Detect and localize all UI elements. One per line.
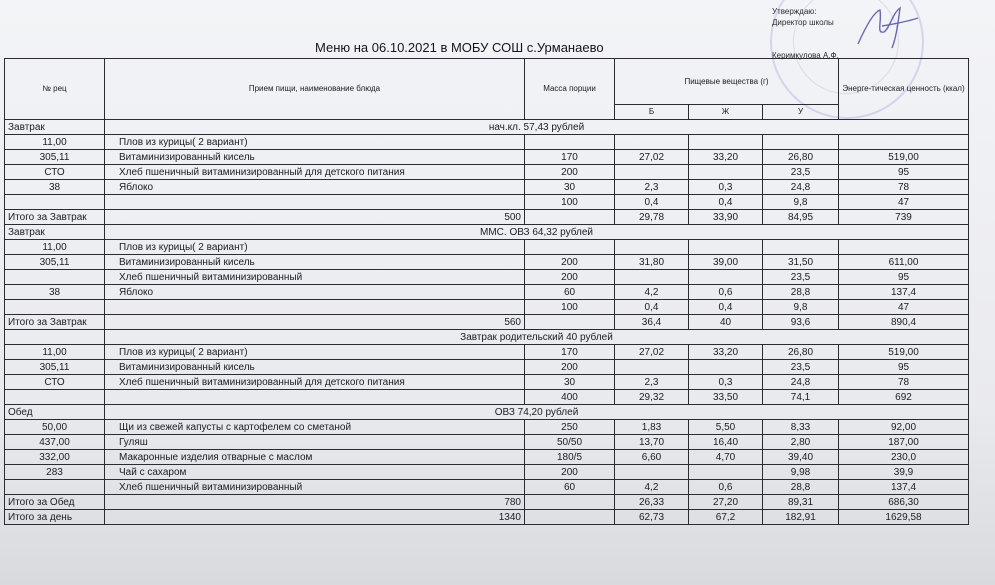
total-amount: 780	[105, 495, 525, 510]
dish-name: Яблоко	[105, 180, 525, 195]
recipe-number: 11,00	[5, 240, 105, 255]
fat-value	[689, 270, 763, 285]
table-row	[5, 375, 969, 390]
carbs-value: 28,8	[763, 285, 839, 300]
carbs-value: 74,1	[763, 390, 839, 405]
recipe-number: 38	[5, 180, 105, 195]
table-row	[5, 420, 969, 435]
header-energy: Энерге-тическая ценность (ккал)	[839, 59, 969, 120]
energy-value: 47	[839, 195, 969, 210]
total-carbs: 182,91	[763, 510, 839, 525]
portion-mass: 180/5	[525, 450, 615, 465]
dish-name: Плов из курицы( 2 вариант)	[105, 135, 525, 150]
dish-name: Плов из курицы( 2 вариант)	[105, 345, 525, 360]
dish-name: Хлеб пшеничный витаминизированный для детского питания	[105, 165, 525, 180]
portion-mass: 170	[525, 345, 615, 360]
portion-mass: 60	[525, 285, 615, 300]
protein-value: 2,3	[615, 375, 689, 390]
total-row	[5, 510, 969, 525]
carbs-value: 8,33	[763, 420, 839, 435]
protein-value	[615, 240, 689, 255]
energy-value: 611,00	[839, 255, 969, 270]
recipe-number: СТО	[5, 375, 105, 390]
table-row	[5, 135, 969, 150]
protein-value	[615, 465, 689, 480]
total-carbs: 93,6	[763, 315, 839, 330]
fat-value: 33,20	[689, 345, 763, 360]
fat-value: 0,3	[689, 180, 763, 195]
recipe-number: 305,11	[5, 255, 105, 270]
carbs-value: 23,5	[763, 360, 839, 375]
table-row	[5, 270, 969, 285]
fat-value: 16,40	[689, 435, 763, 450]
portion-mass	[525, 135, 615, 150]
portion-mass	[525, 240, 615, 255]
recipe-number: 283	[5, 465, 105, 480]
header-fat: Ж	[689, 105, 763, 120]
protein-value: 0,4	[615, 300, 689, 315]
carbs-value: 23,5	[763, 270, 839, 285]
total-mass	[525, 510, 615, 525]
fat-value	[689, 165, 763, 180]
dish-name: Хлеб пшеничный витаминизированный для детского питания	[105, 375, 525, 390]
protein-value: 2,3	[615, 180, 689, 195]
total-label: Итого за Завтрак	[5, 210, 105, 225]
recipe-number	[5, 300, 105, 315]
fat-value: 33,20	[689, 150, 763, 165]
fat-value: 0,3	[689, 375, 763, 390]
total-label: Итого за Завтрак	[5, 315, 105, 330]
dish-name	[105, 300, 525, 315]
table-row	[5, 285, 969, 300]
table-row	[5, 360, 969, 375]
table-row	[5, 450, 969, 465]
dish-name	[105, 195, 525, 210]
header-dish: Прием пищи, наименование блюда	[105, 59, 525, 120]
total-amount: 500	[105, 210, 525, 225]
total-fat: 33,90	[689, 210, 763, 225]
protein-value: 4,2	[615, 480, 689, 495]
recipe-number: 332,00	[5, 450, 105, 465]
menu-body	[5, 120, 969, 525]
header-rec-no: № рец	[5, 59, 105, 120]
protein-value: 29,32	[615, 390, 689, 405]
carbs-value: 24,8	[763, 180, 839, 195]
recipe-number	[5, 195, 105, 210]
carbs-value: 26,80	[763, 150, 839, 165]
fat-value: 0,6	[689, 285, 763, 300]
total-row	[5, 315, 969, 330]
protein-value: 13,70	[615, 435, 689, 450]
portion-mass: 200	[525, 270, 615, 285]
fat-value: 0,6	[689, 480, 763, 495]
total-protein: 29,78	[615, 210, 689, 225]
energy-value: 137,4	[839, 285, 969, 300]
recipe-number	[5, 390, 105, 405]
carbs-value: 26,80	[763, 345, 839, 360]
fat-value: 0,4	[689, 300, 763, 315]
header-carbs: У	[763, 105, 839, 120]
recipe-number: 38	[5, 285, 105, 300]
protein-value: 1,83	[615, 420, 689, 435]
recipe-number: 305,11	[5, 360, 105, 375]
approval-name: Керимкулова А.Ф.	[772, 51, 839, 60]
table-row	[5, 465, 969, 480]
energy-value: 95	[839, 270, 969, 285]
header-row	[5, 59, 969, 105]
fat-value	[689, 240, 763, 255]
table-row	[5, 390, 969, 405]
table-row	[5, 255, 969, 270]
carbs-value	[763, 240, 839, 255]
approval-block	[772, 6, 839, 61]
total-energy: 890,4	[839, 315, 969, 330]
energy-value: 92,00	[839, 420, 969, 435]
energy-value: 519,00	[839, 150, 969, 165]
portion-mass: 200	[525, 465, 615, 480]
section-row	[5, 405, 969, 420]
signature	[852, 4, 922, 52]
portion-mass: 60	[525, 480, 615, 495]
section-row	[5, 225, 969, 240]
approval-position: Директор школы	[772, 18, 834, 27]
dish-name	[105, 390, 525, 405]
total-carbs: 89,31	[763, 495, 839, 510]
portion-mass: 200	[525, 360, 615, 375]
total-energy: 686,30	[839, 495, 969, 510]
total-fat: 67,2	[689, 510, 763, 525]
total-mass	[525, 210, 615, 225]
total-energy: 739	[839, 210, 969, 225]
carbs-value: 28,8	[763, 480, 839, 495]
fat-value: 33,50	[689, 390, 763, 405]
portion-mass: 100	[525, 300, 615, 315]
dish-name: Витаминизированный кисель	[105, 360, 525, 375]
portion-mass: 250	[525, 420, 615, 435]
protein-value	[615, 270, 689, 285]
table-row	[5, 240, 969, 255]
table-row	[5, 300, 969, 315]
header-nutrients: Пищевые вещества (г)	[615, 59, 839, 105]
carbs-value: 23,5	[763, 165, 839, 180]
dish-name: Витаминизированный кисель	[105, 255, 525, 270]
table-row	[5, 180, 969, 195]
recipe-number	[5, 480, 105, 495]
protein-value: 31,80	[615, 255, 689, 270]
energy-value: 47	[839, 300, 969, 315]
total-label: Итого за день	[5, 510, 105, 525]
protein-value: 6,60	[615, 450, 689, 465]
carbs-value: 9,8	[763, 195, 839, 210]
portion-mass: 170	[525, 150, 615, 165]
fat-value: 4,70	[689, 450, 763, 465]
carbs-value: 24,8	[763, 375, 839, 390]
energy-value: 39,9	[839, 465, 969, 480]
protein-value: 0,4	[615, 195, 689, 210]
carbs-value: 9,8	[763, 300, 839, 315]
total-protein: 26,33	[615, 495, 689, 510]
energy-value: 137,4	[839, 480, 969, 495]
section-row	[5, 330, 969, 345]
portion-mass: 50/50	[525, 435, 615, 450]
dish-name: Гуляш	[105, 435, 525, 450]
table-row	[5, 480, 969, 495]
energy-value: 78	[839, 375, 969, 390]
dish-name: Витаминизированный кисель	[105, 150, 525, 165]
energy-value: 95	[839, 165, 969, 180]
energy-value: 692	[839, 390, 969, 405]
protein-value: 4,2	[615, 285, 689, 300]
total-mass	[525, 495, 615, 510]
table-row	[5, 345, 969, 360]
section-price: нач.кл. 57,43 рублей	[105, 120, 969, 135]
table-row	[5, 150, 969, 165]
portion-mass: 30	[525, 375, 615, 390]
menu-table	[4, 58, 969, 525]
carbs-value: 9,98	[763, 465, 839, 480]
section-price: ММС. ОВЗ 64,32 рублей	[105, 225, 969, 240]
energy-value: 519,00	[839, 345, 969, 360]
dish-name: Хлеб пшеничный витаминизированный	[105, 480, 525, 495]
section-label: Завтрак	[5, 120, 105, 135]
header-protein: Б	[615, 105, 689, 120]
section-label: Обед	[5, 405, 105, 420]
table-row	[5, 195, 969, 210]
recipe-number: 11,00	[5, 135, 105, 150]
total-protein: 62,73	[615, 510, 689, 525]
table-row	[5, 165, 969, 180]
fat-value	[689, 360, 763, 375]
dish-name: Чай с сахаром	[105, 465, 525, 480]
portion-mass: 100	[525, 195, 615, 210]
dish-name: Щи из свежей капусты с картофелем со сметаной	[105, 420, 525, 435]
total-fat: 27,20	[689, 495, 763, 510]
protein-value	[615, 165, 689, 180]
document-title: Меню на 06.10.2021 в МОБУ СОШ с.Урманаево	[315, 40, 604, 55]
portion-mass: 30	[525, 180, 615, 195]
carbs-value: 39,40	[763, 450, 839, 465]
recipe-number: 11,00	[5, 345, 105, 360]
fat-value: 5,50	[689, 420, 763, 435]
energy-value: 78	[839, 180, 969, 195]
section-price: Завтрак родительский 40 рублей	[105, 330, 969, 345]
fat-value: 0,4	[689, 195, 763, 210]
portion-mass: 200	[525, 255, 615, 270]
energy-value: 187,00	[839, 435, 969, 450]
total-row	[5, 495, 969, 510]
total-row	[5, 210, 969, 225]
total-carbs: 84,95	[763, 210, 839, 225]
header-portion: Масса порции	[525, 59, 615, 120]
dish-name: Яблоко	[105, 285, 525, 300]
carbs-value: 2,80	[763, 435, 839, 450]
fat-value	[689, 465, 763, 480]
dish-name: Плов из курицы( 2 вариант)	[105, 240, 525, 255]
total-label: Итого за Обед	[5, 495, 105, 510]
carbs-value: 31,50	[763, 255, 839, 270]
recipe-number: 305,11	[5, 150, 105, 165]
total-amount: 560	[105, 315, 525, 330]
section-label: Завтрак	[5, 225, 105, 240]
section-price: ОВЗ 74,20 рублей	[105, 405, 969, 420]
energy-value: 230,0	[839, 450, 969, 465]
total-fat: 40	[689, 315, 763, 330]
energy-value	[839, 240, 969, 255]
recipe-number	[5, 270, 105, 285]
protein-value	[615, 135, 689, 150]
portion-mass: 200	[525, 165, 615, 180]
recipe-number: СТО	[5, 165, 105, 180]
protein-value	[615, 360, 689, 375]
total-amount: 1340	[105, 510, 525, 525]
section-row	[5, 120, 969, 135]
fat-value: 39,00	[689, 255, 763, 270]
energy-value	[839, 135, 969, 150]
approval-heading: Утверждаю:	[772, 7, 817, 16]
section-label	[5, 330, 105, 345]
protein-value: 27,02	[615, 345, 689, 360]
recipe-number: 50,00	[5, 420, 105, 435]
dish-name: Хлеб пшеничный витаминизированный	[105, 270, 525, 285]
total-protein: 36,4	[615, 315, 689, 330]
protein-value: 27,02	[615, 150, 689, 165]
total-mass	[525, 315, 615, 330]
recipe-number: 437,00	[5, 435, 105, 450]
portion-mass: 400	[525, 390, 615, 405]
total-energy: 1629,58	[839, 510, 969, 525]
carbs-value	[763, 135, 839, 150]
energy-value: 95	[839, 360, 969, 375]
dish-name: Макаронные изделия отварные с маслом	[105, 450, 525, 465]
fat-value	[689, 135, 763, 150]
table-row	[5, 435, 969, 450]
